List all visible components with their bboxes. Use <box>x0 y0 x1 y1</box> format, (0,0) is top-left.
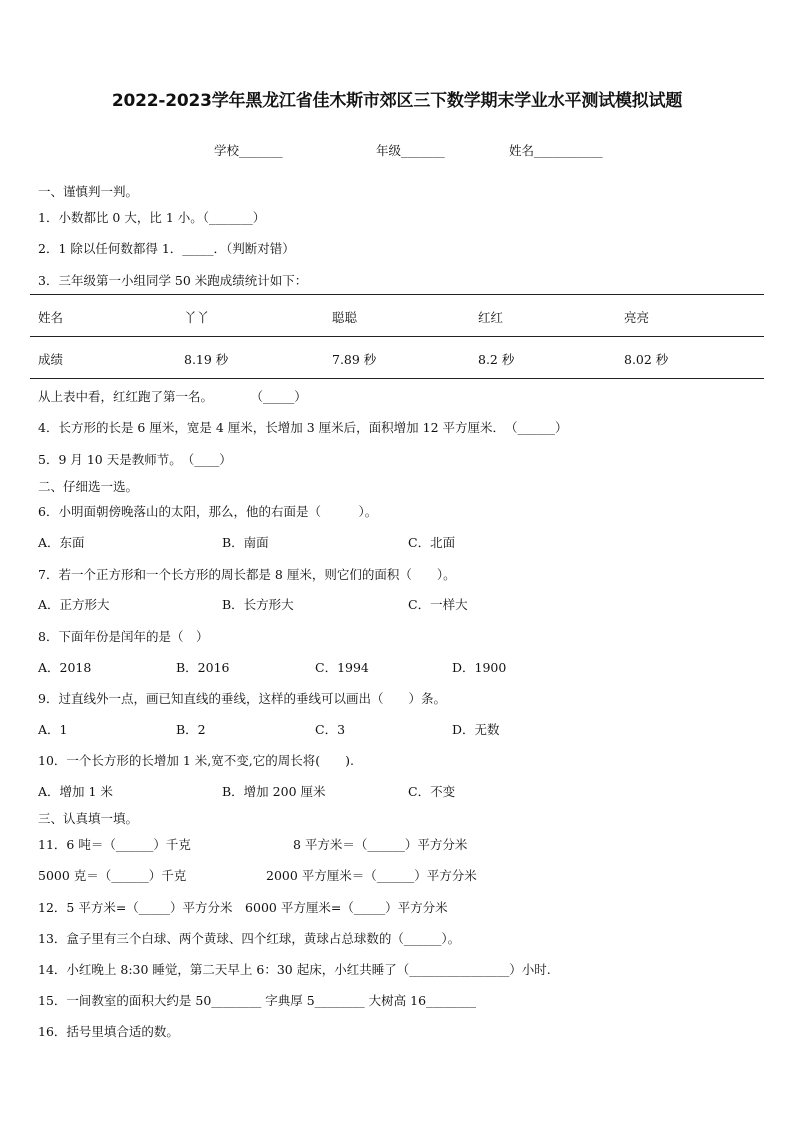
question-10: 10．一个长方形的长增加 1 米,宽不变,它的周长将( ). <box>38 753 354 768</box>
table-header-cell: 亮亮 <box>624 310 650 325</box>
option-a: A．东面 <box>38 535 85 550</box>
question-14: 14．小红晚上 8:30 睡觉，第二天早上 6：30 起床，小红共睡了（________________）小时. <box>38 962 551 977</box>
question-11-part-a: 11．6 吨＝（______）千克 <box>38 837 191 852</box>
table-cell: 成绩 <box>38 352 64 367</box>
option-a: A．1 <box>38 722 68 737</box>
table-header-cell: 丫丫 <box>184 310 210 325</box>
table-header-cell: 红红 <box>478 310 504 325</box>
table-top-rule <box>30 294 764 295</box>
option-d: D．无数 <box>452 722 500 737</box>
question-7: 7．若一个正方形和一个长方形的周长都是 8 厘米，则它们的面积（ ）。 <box>38 567 456 582</box>
table-cell: 8.19 秒 <box>184 352 229 367</box>
section3-header: 三、认真填一填。 <box>38 811 139 826</box>
option-c: C．一样大 <box>408 597 468 612</box>
question-1: 1．小数都比 0 大，比 1 小。（_______） <box>38 210 266 225</box>
option-b: B．长方形大 <box>222 597 294 612</box>
name-field: 姓名___________ <box>509 143 603 158</box>
option-a: A．增加 1 米 <box>38 784 113 799</box>
table-header-cell: 姓名 <box>38 310 64 325</box>
question-4: 4．长方形的长是 6 厘米，宽是 4 厘米，长增加 3 厘米后，面积增加 12 平方厘米． （______） <box>38 420 568 435</box>
option-a: A．2018 <box>38 660 92 675</box>
question-6: 6．小明面朝傍晚落山的太阳，那么，他的右面是（ ）。 <box>38 504 378 519</box>
question-11-part-b: 8 平方米＝（______）平方分米 <box>293 837 468 852</box>
question-8: 8．下面年份是闰年的是（ ） <box>38 629 209 644</box>
school-field: 学校_______ <box>214 143 283 158</box>
question-3: 3．三年级第一小组同学 50 米跑成绩统计如下： <box>38 273 308 288</box>
question-13: 13．盒子里有三个白球、两个黄球、四个红球，黄球占总球数的（______）。 <box>38 931 461 946</box>
table-cell: 7.89 秒 <box>332 352 377 367</box>
table-bottom-rule <box>30 378 764 379</box>
option-a: A．正方形大 <box>38 597 110 612</box>
option-c: C．1994 <box>315 660 369 675</box>
option-c: C．3 <box>315 722 346 737</box>
option-b: B．增加 200 厘米 <box>222 784 326 799</box>
question-2: 2．1 除以任何数都得 1．_____．（判断对错） <box>38 241 295 256</box>
question-5: 5．9 月 10 天是教师节。 （____） <box>38 452 232 467</box>
question-12: 12．5 平方米=（_____）平方分米 6000 平方厘米=（_____）平方分米 <box>38 900 448 915</box>
table-cell: 8.02 秒 <box>624 352 669 367</box>
option-b: B．2016 <box>176 660 230 675</box>
question-3-followup: 从上表中看，红红跑了第一名。 （_____） <box>38 389 307 404</box>
grade-field: 年级_______ <box>376 143 445 158</box>
option-d: D．1900 <box>452 660 507 675</box>
option-c: C．不变 <box>408 784 456 799</box>
question-16: 16．括号里填合适的数。 <box>38 1024 179 1039</box>
option-b: B．2 <box>176 722 206 737</box>
section2-header: 二、仔细选一选。 <box>38 479 139 494</box>
question-9: 9．过直线外一点，画已知直线的垂线，这样的垂线可以画出（ ）条。 <box>38 691 446 706</box>
table-header-cell: 聪聪 <box>332 310 358 325</box>
exam-title: 2022-2023学年黑龙江省佳木斯市郊区三下数学期末学业水平测试模拟试题 <box>111 91 683 111</box>
table-cell: 8.2 秒 <box>478 352 515 367</box>
option-b: B．南面 <box>222 535 269 550</box>
question-15: 15．一间教室的面积大约是 50________ 字典厚 5________ 大树高 16________ <box>38 993 477 1008</box>
question-11-part-c: 5000 克＝（______）千克 <box>38 868 187 883</box>
section1-header: 一、谨慎判一判。 <box>38 184 139 199</box>
option-c: C．北面 <box>408 535 456 550</box>
table-middle-rule <box>30 336 764 337</box>
question-11-part-d: 2000 平方厘米＝（______）平方分米 <box>266 868 477 883</box>
